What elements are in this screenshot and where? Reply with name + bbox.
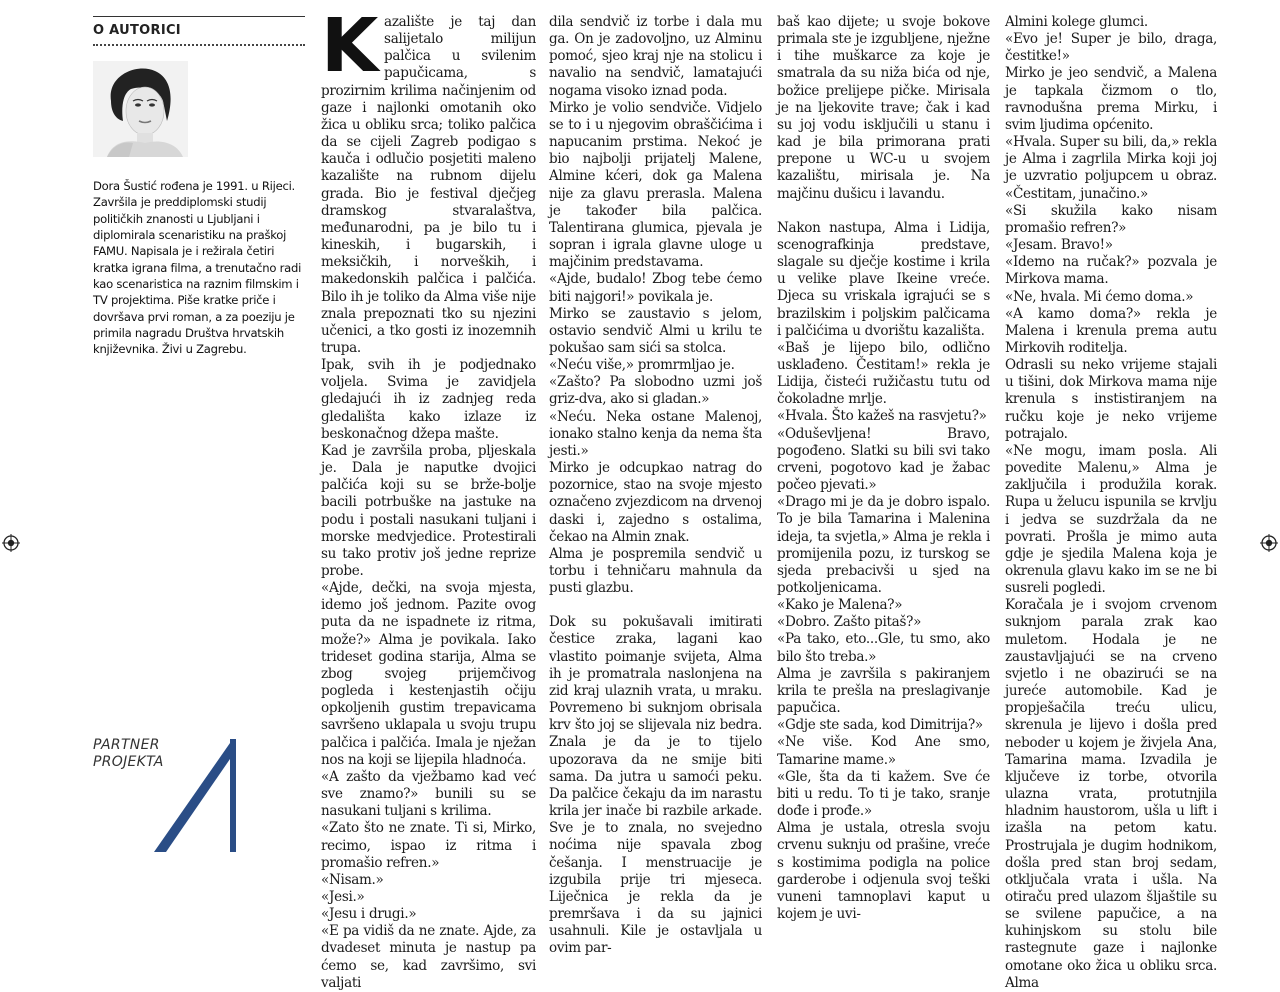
- paragraph: «Neću više,» promrmljao je.: [549, 357, 735, 374]
- article-column-3: [777, 14, 990, 922]
- sidebar-dotted-rule: [93, 44, 305, 46]
- paragraph: «Jesi.»: [321, 888, 365, 905]
- paragraph: Alma je pospremila sendvič u torbu i tehničaru mahnula da pusti glazbu.: [549, 545, 762, 597]
- paragraph: Nakon nastupa, Alma i Lidija, scenografkinja predstave, slagale su dječje kostime i krila u velike plave Ikeine vreće. Djeca su vriskala igrajući se s brazilskim i poljskim palčicama i palčićima u dvorištu kazališta.: [777, 219, 990, 339]
- paragraph: Mirko je volio sendviče. Vidjelo se to i u njegovim obraščićima i napucanim prstima. Nekoć je bio najbolji prijatelj Malene, Almine kćeri, dok ga Malena nije za glavu prerasla. Malena je također bila palčica. Talentirana glumica, pjevala je sopran i igrala glavne uloge u majčinim predstavama.: [549, 99, 762, 271]
- paragraph: «Jesam. Bravo!»: [1005, 237, 1113, 254]
- paragraph: baš kao dijete; u svoje bokove primala ste je izgubljene, nježne i tihe muškarce za koje je smatrala da su niža bića od nje, božice prelijepe pičke. Mirisala je na ljekovite trave; čak i kad su joj vodu isključili u stanu i kad je bila primorana prati prepone u WC-u u svojem kazalištu, mirisala je. Na majčinu dušicu i lavandu.: [777, 14, 990, 202]
- paragraph: «Drago mi je da je dobro ispalo. To je bila Tamarina i Malenina ideja, ta svjetla,» Alma je rekla i promijenila pozu, iz turskog se sjeda prebacivši u sjed na potkoljenicama.: [777, 494, 990, 596]
- paragraph: Ipak, svih ih je podjednako voljela. Svima je zavidjela gledajući ih iz zadnjeg reda gledališta kako izlaze iz beskonačnog džepa mašte.: [321, 357, 536, 442]
- paragraph: Dok su pokušavali imitirati čestice zraka, lagani kao vlastito poimanje svijeta, Alma ih je promatrala naslonjena na zid kraj ulaznih vrata, u mraku. Povremeno bi suknjom obrisala krv što joj se slijevala niz bedra. Znala je da je to tijelo upozorava da ne smije biti sama. Da jutra u samoći peku. Da palčice čekaju da im narastu krila jer inače bi razbile arkade. Sve je to znala, no svejedno noćima nije spavala zbog češanja. I menstruacije je izgubila prije tri mjeseca. Liječnica je rekla da je premršava i da su jajnici usahnuli. Kile je ostavljala u ovim par-: [549, 614, 762, 957]
- author-portrait-icon: [93, 61, 188, 157]
- paragraph: «Idemo na ručak?» pozvala je Mirkova mama.: [1005, 254, 1217, 288]
- article-column-4: [1005, 14, 1217, 991]
- paragraph: dila sendvič iz torbe i dala mu ga. On je zadovoljno, uz Alminu pomoć, sjeo kraj nje na stolicu i navalio na sendvič, lamatajući nogama visoko iznad poda.: [549, 14, 762, 99]
- paragraph: Koračala je i svojom crvenom suknjom parala zrak kao muletom. Hodala je ne zaustavljajući se na crveno svjetlo i ne obazirući se na jureće automobile. Kad je propješačila treću ulicu, skrenula je lijevo i došla pred neboder u kojem je živjela Ana, Tamarina mama. Izvadila je ključeve iz torbe, otvorila ulazna vrata, protutnjila hladnim haustorom, ušla u lift i izašla na petom katu. Prostrujala je dugim hodnikom, došla pred stan broj sedam, otključala vrata i ušla. Na otiraču pred ulazom šljaštile su se svilene papučice, a na kuhinjskom su stolu bile rastegnute gaze i najlonke omotane oko žica u obliku srca. Alma: [1005, 597, 1217, 991]
- paragraph: «Gdje ste sada, kod Dimitrija?»: [777, 717, 983, 734]
- paragraph: «Jesu i drugi.»: [321, 906, 417, 923]
- sidebar-heading: O AUTORICI: [93, 23, 181, 38]
- section-break: [777, 203, 990, 220]
- paragraph: Almini kolege glumci.: [1005, 14, 1148, 30]
- paragraph: «Hvala. Super su bili, da,» rekla je Alma i zagrlila Mirka koji joj je uzvratio poljupcem u obraz. «Čestitam, junačino.»: [1005, 134, 1217, 202]
- paragraph: Mirko se zaustavio s jelom, ostavio sendvič Almi u krilu te pokušao sam sići sa stolca.: [549, 305, 762, 356]
- author-sidebar: [93, 16, 305, 357]
- author-photo: [93, 61, 188, 157]
- paragraph: «Baš je lijepo bilo, odlično usklađeno. Čestitam!» rekla je Lidija, čisteći ružičastu tutu od čokoladne mrlje.: [777, 339, 990, 408]
- paragraph: «Gle, šta da ti kažem. Sve će biti u redu. To ti je tako, sranje dođe i prođe.»: [777, 768, 990, 820]
- paragraph: «Ajde, dečki, na svoja mjesta, idemo još jednom. Pazite ovog puta da ne ispadnete iz ritma, može?» Alma je povikala. Iako trideset godina starija, Alma se zbog svojeg prijemčivog pogleda i kestenjastih očiju opkoljenih gustim trepavicama savršeno uklapala u svoju trupu palčica i palčića. Imala je nježan nos na koji se lijepila hladnoća.: [321, 580, 536, 768]
- paragraph: «Zašto? Pa slobodno uzmi još griz-dva, ako si gladan.»: [549, 374, 762, 408]
- paragraph: «Neću. Neka ostane Malenoj, ionako stalno kenja da nema šta jesti.»: [549, 408, 762, 459]
- paragraph: «Ne više. Kod Ane smo, Tamarine mame.»: [777, 734, 990, 768]
- paragraph: «Ajde, budalo! Zbog tebe ćemo biti najgori!» povikala je.: [549, 271, 762, 305]
- paragraph: Alma je ustala, otresla svoju crvenu suknju od prašine, vreće s kostimima podigla na police garderobe i odjenula svoj teški vuneni tamnoplavi kaput u kojem je uvi-: [777, 820, 990, 922]
- paragraph: «Oduševljena! Bravo, pogođeno. Slatki su bili svi tako crveni, pogotovo kad je žabac počeo pjevati.»: [777, 425, 990, 494]
- paragraph: «E pa vidiš da ne znate. Ajde, za dvadeset minuta je nastup pa ćemo se, kad završimo, svi valjati: [321, 923, 536, 991]
- author-bio: Dora Šustić rođena je 1991. u Rijeci. Završila je preddiplomski studij političkih znanosti u Ljubljani i diplomirala scenaristiku na praškoj FAMU. Napisala je i režirala četiri kratka igrana filma, a trenutačno radi kao scenaristica na raznim filmskim i TV projektima. Piše kratke priče i dovršava prvi roman, a za poeziju je primila nagradu Društva hrvatskih književnika. Živi u Zagrebu.: [93, 179, 302, 357]
- paragraph: «Pa tako, eto...Gle, tu smo, ako bilo što treba.»: [777, 631, 990, 665]
- article-column-1: [321, 3, 536, 991]
- registration-mark-right-icon: [1260, 534, 1278, 552]
- partner-logo-icon: [150, 737, 240, 852]
- paragraph: «Ne mogu, imam posla. Ali povedite Malenu,» Alma je zaključila i produžila korak. Rupa u želucu ispunila se krvlju i jedva se suzdržala da ne povrati. Prošla je mimo auta gdje je sjedila Malena koja je okrenula glavu kako im se ne bi susreli pogledi.: [1005, 442, 1217, 597]
- section-break: [549, 597, 762, 614]
- partner-label-line2: PROJEKTA: [93, 754, 164, 770]
- paragraph: «Hvala. Što kažeš na rasvjetu?»: [777, 408, 987, 425]
- paragraph: Kad je završila proba, pljeskala je. Dala je naputke dvojici palčića koji su se brže-bolje bacili potrbuške na jastuke na podu i postali nasukani tuljani i morske medvjedice. Protestirali su tako protiv još jedne reprize probe.: [321, 442, 536, 579]
- paragraph: «Kako je Malena?»: [777, 597, 903, 614]
- paragraph: Odrasli su neko vrijeme stajali u tišini, dok Mirkova mama nije krenula s instistiranjem na ručku koje je neko vrijeme potrajalo.: [1005, 357, 1217, 442]
- paragraph: azalište je taj dan salijetalo milijun palčica u svilenim papučicama, s prozirnim krilima načinjenim od gaze i najlonki omotanih oko žica u obliku srca; toliko palčica da se cijeli Zagreb podigao s kauča i odlučio posjetiti maleno kazalište na rubnom dijelu grada. Bio je festival dječjeg dramskog stvaralaštva, međunarodni, pa je bilo tu i kineskih, i bugarskih, i meksičkih, i norveških, i makedonskih palčica i palčića. Bilo ih je toliko da Alma više nije znala prepoznati tko su njezini učenici, a tko gosti iz inozemnih trupa.: [321, 14, 536, 356]
- paragraph: «Zato što ne znate. Ti si, Mirko, recimo, ispao iz ritma i promašio refren.»: [321, 820, 536, 871]
- paragraph: Mirko je jeo sendvič, a Malena je tapkala čizmom o tlo, ravnodušna prema Mirku, i svim ljudima općenito.: [1005, 65, 1217, 133]
- sidebar-top-rule: [93, 16, 305, 17]
- partner-label-line1: PARTNER: [93, 737, 160, 753]
- drop-cap: K: [321, 3, 379, 89]
- paragraph: «A kamo doma?» rekla je Malena i krenula prema autu Mirkovih roditelja.: [1005, 305, 1217, 356]
- paragraph: «A zašto da vježbamo kad već sve znamo?» bunili su se nasukani tuljani s krilima.: [321, 768, 536, 820]
- paragraph: «Ne, hvala. Mi ćemo doma.»: [1005, 288, 1194, 305]
- paragraph: «Dobro. Zašto pitaš?»: [777, 614, 922, 631]
- paragraph: Alma je završila s pakiranjem krila te prešla na preslagivanje papučica.: [777, 665, 990, 717]
- paragraph: «Si skužila kako nisam promašio refren?»: [1005, 202, 1217, 236]
- article-column-2: [549, 14, 762, 957]
- paragraph: «Nisam.»: [321, 871, 384, 888]
- registration-mark-left-icon: [2, 534, 20, 552]
- paragraph: «Evo je! Super je bilo, draga, čestitke!»: [1005, 31, 1217, 65]
- paragraph: Mirko je odcupkao natrag do pozornice, stao na svoje mjesto označeno zvjezdicom na drvenoj daski i, zajedno s ostalima, čekao na Almin znak.: [549, 460, 762, 545]
